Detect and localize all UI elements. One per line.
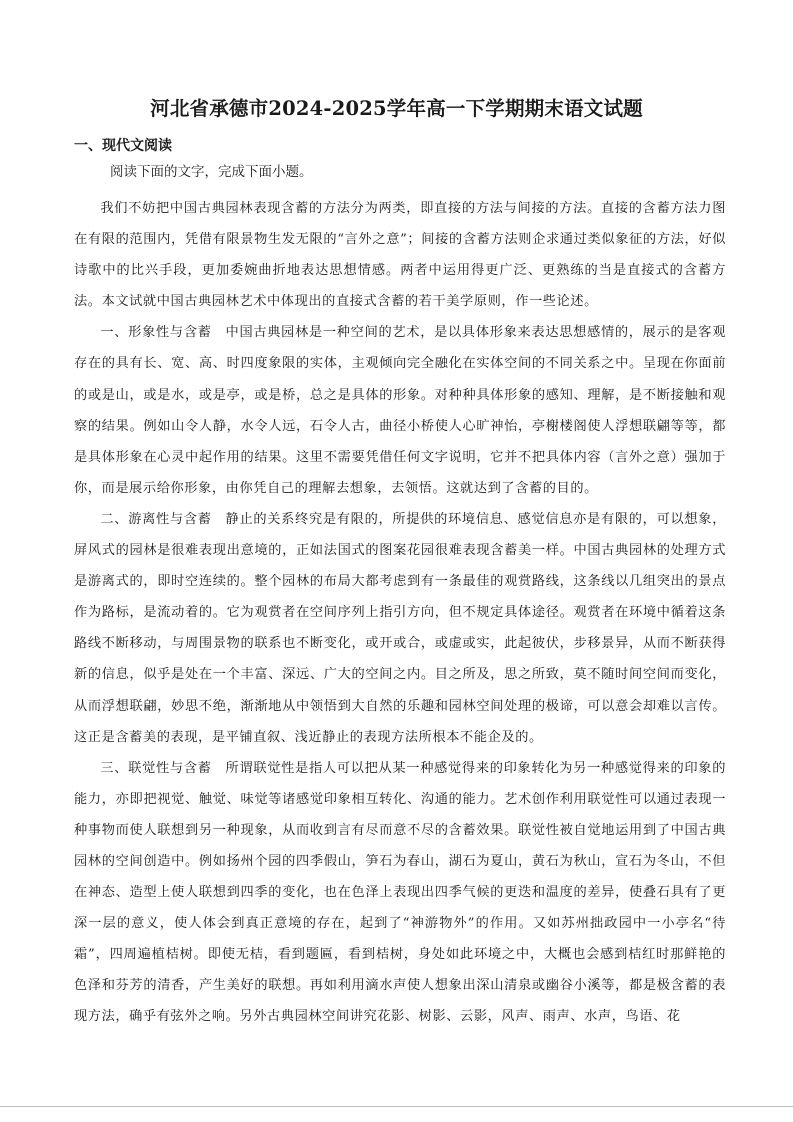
paragraph-synesthesia: 三、联觉性与含蓄 所谓联觉性是指人可以把从某一种感觉得来的印象转化为另一种感觉得来的印象的能力，亦即把视觉、触觉、味觉等诸感觉印象相互转化、沟通的能力。艺术创作利用联觉性可以通过表现一种事物而使人联想到另一种现象，从而收到言有尽而意不尽的含蓄效果。联觉性被自觉地运用到了中国古典园林的空间创造中。例如扬州个园的四季假山，笋石为春山，湖石为夏山，黄石为秋山，宣石为冬山，不但在神态、造型上使人联想到四季的变化，也在色泽上表现出四季气候的更迭和温度的差异，使叠石具有了更深一层的意义，使人体会到真正意境的存在，起到了“神游物外”的作用。又如苏州拙政园中一小亭名“待霜”，四周遍植桔树。即使无桔，看到题匾，看到桔树，身处如此环境之中，大概也会感到桔红时那鲜艳的色泽和芬芳的清香，产生美好的联想。再如利用滴水声使人想象出深山清泉或幽谷小溪等，都是极含蓄的表现方法，确乎有弦外之响。另外古典园林空间讲究花影、树影、云影，风声、雨声、水声，鸟语、花 — [74, 760, 726, 1025]
paragraph-intro: 我们不妨把中国古典园林表现含蓄的方法分为两类，即直接的方法与间接的方法。直接的含蓄方法力图在有限的范围内，凭借有限景物生发无限的“言外之意”；间接的含蓄方法则企求通过类似象征的方法，好似诗歌中的比兴手段，更加委婉曲折地表达思想情感。两者中运用得更广泛、更熟练的当是直接式的含蓄方法。本文试就中国古典园林艺术中体现出的直接式含蓄的若干美学原则，作一些论述。 — [74, 201, 726, 310]
paragraph-wandering: 二、游离性与含蓄 静止的关系终究是有限的，所提供的环境信息、感觉信息亦是有限的，可以想象，屏风式的园林是很难表现出意境的，正如法国式的图案花园很难表现含蓄美一样。中国古典园林的处理方式是游离式的，即时空连续的。整个园林的布局大都考虑到有一条最佳的观赏路线，这条线以几组突出的景点作为路标，是流动着的。它为观赏者在空间序列上指引方向，但不规定具体途径。观赏者在环境中循着这条路线不断移动，与周围景物的联系也不断变化，或开或合，或虚或实，此起彼伏，步移景异，从而不断获得新的信息，似乎是处在一个丰富、深远、广大的空间之内。目之所及，思之所致，莫不随时间空间而变化，从而浮想联翩，妙思不绝，渐渐地从中领悟到大自然的乐趣和园林空间处理的极谛，可以意会却难以言传。这正是含蓄美的表现，是平铺直叙、浅近静止的表现方法所根本不能企及的。 — [74, 511, 726, 745]
reading-instruction: 阅读下面的文字，完成下面小题。 — [110, 164, 313, 180]
page-bottom-divider — [0, 1106, 793, 1107]
paragraph-imagery: 一、形象性与含蓄 中国古典园林是一种空间的艺术，是以具体形象来表达思想感情的，展示的是客观存在的具有长、宽、高、时四度象限的实体，主观倾向完全融化在实体空间的不同关系之中。呈现在你面前的或是山，或是水，或是亭，或是桥，总之是具体的形象。对种种具体形象的感知、理解，是不断接触和观察的结果。例如山令人静，水令人远，石令人古，曲径小桥使人心旷神怡，亭榭楼阁使人浮想联翩等等，都是具体形象在心灵中起作用的结果。这里不需要凭借任何文字说明，它并不把具体内容（言外之意）强加于你，而是展示给你形象，由你凭自己的理解去想象，去领悟。这就达到了含蓄的目的。 — [74, 325, 726, 496]
section-heading: 一、现代文阅读 — [74, 138, 172, 154]
article-body — [74, 193, 726, 1033]
page-title: 河北省承德市2024-2025学年高一下学期期末语文试题 — [150, 97, 643, 120]
